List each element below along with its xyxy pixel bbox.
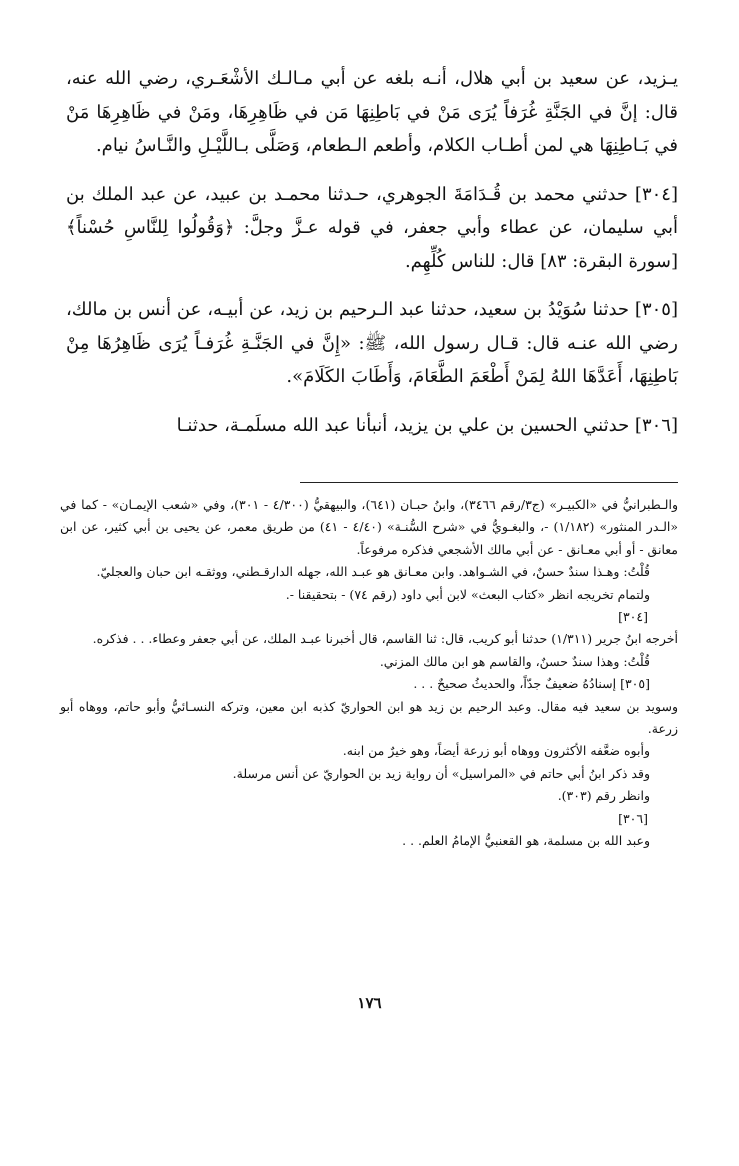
page-number: ١٧٦ — [357, 994, 382, 1012]
paragraph-304: [٣٠٤] حدثني محمد بن قُـدَامَةَ الجوهري، حـدثنا محمـد بن عبيد، عن عبد الملك بن أبي سليمان، عن عطاء وأبي جعفر، في قوله عـزَّ وجلَّ: ﴿وَقُولُوا لِلنَّاسِ حُسْناً﴾ [سورة البقرة: ٨٣] قال: للناس كُلِّهِم. — [66, 183, 678, 272]
main-text — [66, 62, 678, 457]
footnote-heading-306: [٣٠٦] — [618, 810, 648, 826]
footnote-line: وأبوه ضعَّفه الأكثرون ووهاه أبو زرعة أيضاً، وهو خيرٌ من ابنه. — [342, 743, 650, 759]
footnotes — [60, 494, 678, 853]
paragraph-306: [٣٠٦] حدثني الحسين بن علي بن يزيد، أنبأنا عبد الله مسلَمـة، حدثنـا — [176, 414, 678, 436]
paragraph-continuation: يـزيد، عن سعيد بن أبي هلال، أنـه بلغه عن أبي مـالـك الأشْعَـري، رضي الله عنه، قال: إنَّ في الجَنَّةِ غُرَفاً يُرَى مَنْ في بَاطِنِهَا مَن في ظَاهِرِهَا، ومَنْ في ظَاهِرِهَا مَنْ في بَـاطِنِهَا هي لمن أطـاب الكلام، وأطعم الـطعام، وَصَلَّى بـاللَّيْـلِ والنَّـاسُ نيام. — [66, 68, 678, 156]
footnote-line: قُلْتُ: وهـذا سندٌ حسنٌ، في الشـواهد. وابن معـانق هو عبـد الله، جهله الدارقـطني، ووثقـه ابن حبان والعجليّ. — [96, 564, 650, 580]
footnote-line: وعبد الله بن مسلمة، هو القعنبيُّ الإمامُ العلم. . . — [402, 833, 650, 849]
footnote-line: وسويد بن سعيد فيه مقال. وعبد الرحيم بن زيد هو ابن الحواريّ كذبه ابن معين، وتركه النسـائيُّ وأبو حاتم، ووهاه أبو زرعة. — [60, 698, 678, 737]
footnote-line: قُلْتُ: وهذا سندٌ حسنٌ، والقاسم هو ابن مالك المزني. — [379, 653, 650, 669]
footnote-line: وقد ذكر ابنُ أبي حاتم في «المراسيل» أن رواية زيد بن الحواريّ عن أنس مرسلة. — [232, 765, 650, 781]
footnote-line: [٣٠٥] إسنادُهُ ضعيفٌ جدّاً، والحديثُ صحيحٌ . . . — [413, 676, 650, 692]
footnote-line: أخرجه ابنُ جرير (١/٣١١) حدثنا أبو كريب، قال: ثنا القاسم، قال أخبرنا عبـد الملك، عن أبي جعفر وعطاء. . . فذكره. — [92, 631, 678, 647]
paragraph-305: [٣٠٥] حدثنا سُوَيْدُ بن سعيد، حدثنا عبد الـرحيم بن زيد، عن أبيـه، عن أنس بن مالك، رضي الله عنـه قال: قـال رسول الله، ﷺ: «إِنَّ في الجَنَّـةِ غُرَفـاً يُرَى ظَاهِرُهَا مِنْ بَاطِنِهَا، أَعَدَّهَا اللهُ لِمَنْ أَطْعَمَ الطَّعَامَ، وَأَطَابَ الكَلَامَ». — [66, 299, 678, 387]
footnote-line: ولتمام تخريجه انظر «كتاب البعث» لابن أبي داود (رقم ٧٤) - بتحقيقنا -. — [285, 586, 650, 602]
footnote-heading-304: [٣٠٤] — [618, 609, 648, 625]
footnote-line: والـطبرانيُّ في «الكبيـر» (ج٣/رقم ٣٤٦٦)، وابنُ حبـان (٦٤١)، والبيهقيُّ (٤/٣٠٠ - ٣٠١)، وفي «شعب الإيمـان» - كما في «الـدر المنثور» (١/١٨٢) -، والبغـويُّ في «شرح السُّنـة» (٤/٤٠ - ٤١) من طريق معمر، عن يحيى بن أبي كثير، عن ابن معانق - أو أبي معـانق - عن أبي مالك الأشجعي فذكره مرفوعاً. — [60, 497, 678, 557]
footnote-separator — [300, 482, 678, 483]
footnote-line: وانظر رقم (٣٠٣). — [557, 788, 650, 804]
